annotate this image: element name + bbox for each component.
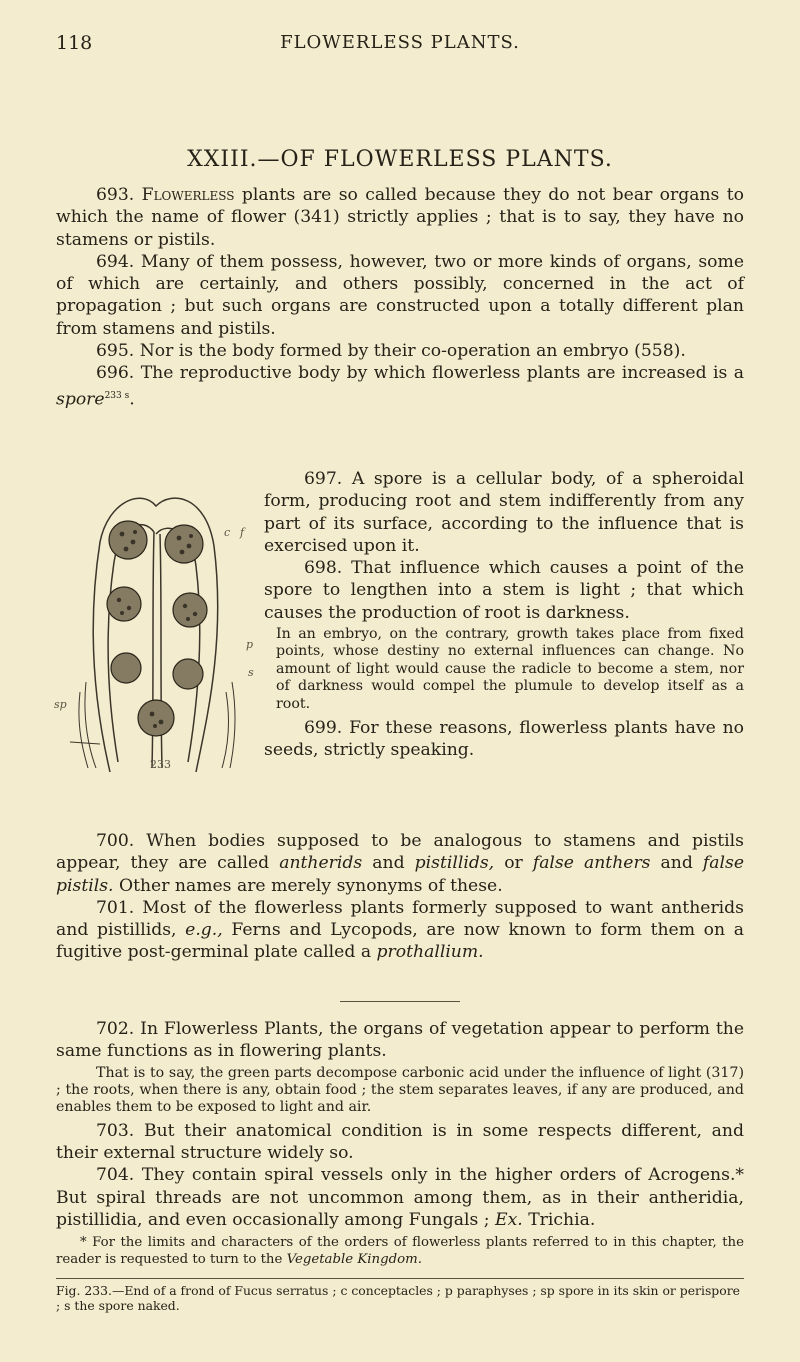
page-header bbox=[56, 32, 744, 56]
paragraph-694: 694. Many of them possess, however, two or more kinds of organs, some of which are certainly, and others possibly, concerned in the act of propagation ; but such organs are constructed upon a totally different plan from stamens and pistils. bbox=[56, 251, 744, 339]
paragraph-696: 696. The reproductive body by which flowerless plants are increased is a spore$^{233 s}$. bbox=[56, 363, 744, 410]
figure-label-f: f bbox=[240, 526, 245, 539]
text-block-lower bbox=[56, 1018, 744, 1268]
caption-rule bbox=[56, 1278, 744, 1279]
figure-label-s: s bbox=[248, 666, 254, 679]
chapter-title: XXIII.—OF FLOWERLESS PLANTS. bbox=[187, 147, 613, 172]
paragraph-703: 703. But their anatomical condition is in some respects different, and their external structure widely so. bbox=[56, 1120, 744, 1164]
fucus-frond-figure bbox=[56, 482, 256, 774]
paragraph-698: 698. That influence which causes a point of the spore to lengthen into a stem is light ; that which causes the production of root is darkness. bbox=[264, 558, 744, 623]
page-number: 118 bbox=[56, 32, 93, 54]
paragraph-697: 697. A spore is a cellular body, of a spheroidal form, producing root and stem indifferently from any part of its surface, according to the influence that is exercised upon it. bbox=[264, 469, 744, 556]
paragraph-699: 699. For these reasons, flowerless plants have no seeds, strictly speaking. bbox=[264, 718, 744, 761]
paragraph-701: 701. Most of the flowerless plants formerly supposed to want antherids and pistillids, e.g., Ferns and Lycopods, are now known to form them on a fugitive post-germinal plate called a prothallium. bbox=[56, 897, 745, 963]
figure-label-sp: sp bbox=[54, 698, 67, 711]
footnote: * For the limits and characters of the orders of flowerless plants referred to in this chapter, the reader is requested to turn to the Vegetable Kingdom. bbox=[56, 1235, 744, 1267]
paragraph-704: 704. They contain spiral vessels only in the higher orders of Acrogens.* But spiral threads are not uncommon among them, as in their antheridia, pistillidia, and even occasionally among Fungals ; Ex. Trichia. bbox=[56, 1165, 744, 1230]
text-block-top bbox=[56, 184, 744, 411]
text-beside-figure bbox=[264, 468, 744, 762]
figure-label-c: c bbox=[224, 526, 231, 539]
paragraph-702: 702. In Flowerless Plants, the organs of vegetation appear to perform the same functions as in flowering plants. bbox=[56, 1019, 744, 1062]
note-698: In an embryo, on the contrary, growth takes place from fixed points, whose destiny no external influences can change. No amount of light would cause the radicle to become a stem, nor of darkness would compel the plumule to develop itself as a root. bbox=[276, 626, 744, 712]
paragraph-693: 693. Flowerless plants are so called because they do not bear organs to which the name of flower (341) strictly applies ; that is to say, they have no stamens or pistils. bbox=[56, 185, 744, 250]
section-divider bbox=[340, 1001, 460, 1002]
figure-label-p: p bbox=[246, 638, 254, 651]
text-block-middle bbox=[56, 830, 744, 964]
figure-caption: Fig. 233.—End of a frond of Fucus serratus ; c conceptacles ; p paraphyses ; sp spore in its skin or perispore ; s the spore naked. bbox=[56, 1283, 740, 1313]
paragraph-695: 695. Nor is the body formed by their co-operation an embryo (558). bbox=[96, 341, 686, 362]
paragraph-700: 700. When bodies supposed to be analogous to stamens and pistils appear, they are called antherids and pistillids, or false anthers and false pistils. Other names are merely synonyms of these. bbox=[56, 831, 745, 896]
running-title: FLOWERLESS PLANTS. bbox=[280, 32, 520, 53]
figure-number: 233 bbox=[150, 758, 171, 771]
note-702: That is to say, the green parts decompose carbonic acid under the influence of light (317) ; the roots, when there is any, obtain food ; the stem separates leaves, if any are produced, and enables them to be exposed to light and air. bbox=[56, 1064, 744, 1116]
